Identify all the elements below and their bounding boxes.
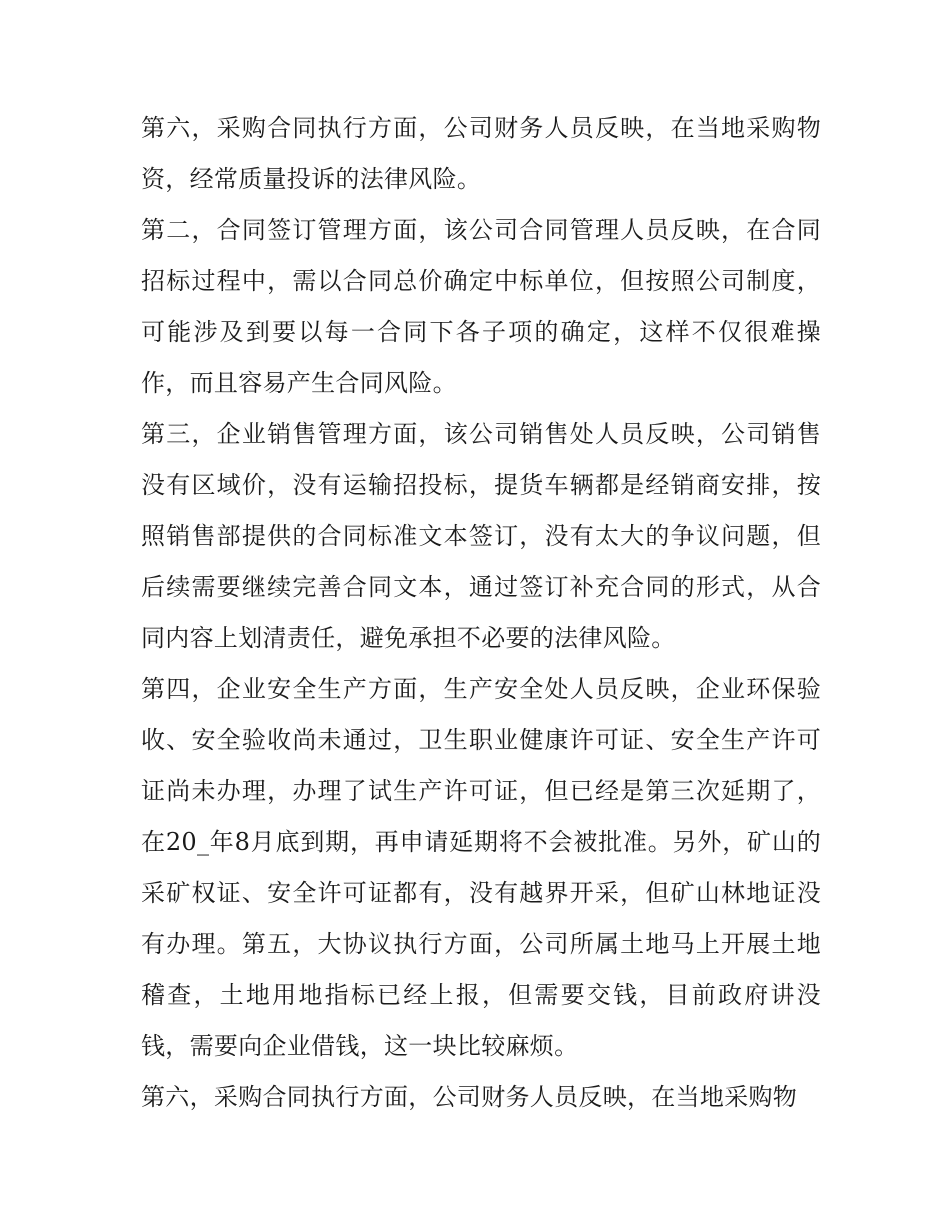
paragraph-contract-signing: 第二，合同签订管理方面，该公司合同管理人员反映，在合同招标过程中，需以合同总价确定中标单位，但按照公司制度，可能涉及到要以每一合同下各子项的确定，这样不仅很难操作，而且容易产生合同风险。: [141, 216, 821, 397]
paragraph-procurement-repeat: 第六，采购合同执行方面，公司财务人员反映，在当地采购物: [141, 1083, 798, 1111]
paragraph-safety-production: 第四，企业安全生产方面，生产安全处人员反映，企业环保验收、安全验收尚未通过，卫生职业健康许可证、安全生产许可证尚未办理，办理了试生产许可证，但已经是第三次延期了，在20_年8月底到期，再申请延期将不会被批准。另外，矿山的采矿权证、安全许可证都有，没有越界开采，但矿山林地证没有办理。第五，大协议执行方面，公司所属土地马上开展土地稽查，土地用地指标已经上报，但需要交钱，目前政府讲没钱，需要向企业借钱，这一块比较麻烦。: [141, 675, 821, 1060]
document-body: [141, 103, 821, 1123]
paragraph-sales-management: 第三，企业销售管理方面，该公司销售处人员反映，公司销售没有区域价，没有运输招投标，提货车辆都是经销商安排，按照销售部提供的合同标准文本签订，没有太大的争议问题，但后续需要继续完善合同文本，通过签订补充合同的形式，从合同内容上划清责任，避免承担不必要的法律风险。: [141, 420, 821, 652]
paragraph-procurement: 第六，采购合同执行方面，公司财务人员反映，在当地采购物资，经常质量投诉的法律风险。: [141, 114, 821, 193]
